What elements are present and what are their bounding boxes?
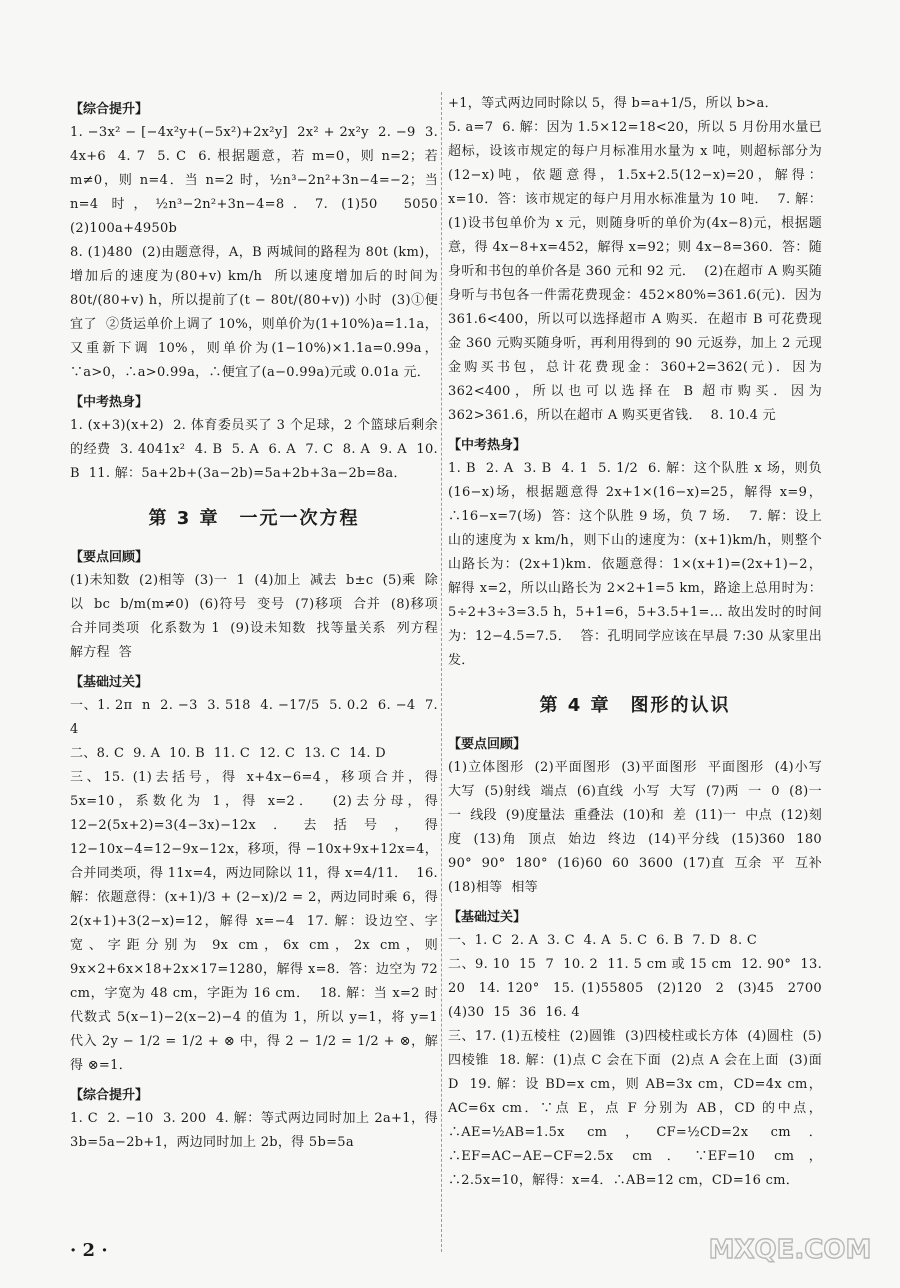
- section-heading: 【要点回顾】: [70, 550, 149, 565]
- page-number: · 2 ·: [70, 1240, 108, 1261]
- watermark-text: MXQE.COM: [708, 1235, 872, 1265]
- answer-paragraph: 1. −3x² − [−4x²y+(−5x²)+2x²y] 2x² + 2x²y 2. −9 3. 4x+6 4. 7 5. C 6. 根据题意，若 m=0，则 n=2；若 m≠0，则 n=4．当 n=2 时，½n³−2n²+3n−4=−2；当 n=4 时，½n³−2n²+3n−4=8．7. (1)50 5050 (2)100a+4950b: [70, 125, 447, 236]
- answer-paragraph: 1. (x+3)(x+2) 2. 体育委员买了 3 个足球，2 个篮球后剩余的经费 3. 4041x² 4. B 5. A 6. A 7. C 8. A 9. A 10. B 11. 解：5a+2b+(3a−2b)=5a+2b+3a−2b=8a．: [70, 418, 443, 481]
- answer-paragraph: 1. B 2. A 3. B 4. 1 5. 1/2 6. 解：这个队胜 x 场，则负(16−x)场，根据题意得 2x+1×(16−x)=25，解得 x=9，∴16−x=7(场) 答：这个队胜 9 场，负 7 场． 7. 解：设上山的速度为 x km/h，则下山的速度为：(x+1)km/h，则整个山路长为：(2x+1)km．依题意得：1×(x+1)=(2x+1)−2，解得 x=2，所以山路长为 2×2+1=5 km，路途上总用时为：5÷2+3÷3=3.5 h，5+1=6，5+3.5+1=… 故出发时的时间为：12−4.5=7.5． 答：孔明同学应该在早晨 7:30 从家里出发．: [448, 461, 822, 668]
- answer-paragraph: 一、1. 2π n 2. −3 3. 518 4. −17/5 5. 0.2 6. −4 7. 4 二、8. C 9. A 10. B 11. C 12. C 13. C 14. D 三、15. (1)去括号，得 x+4x−6=4，移项合并，得 5x=10，系数化为 1，得 x=2． (2)去分母，得 12−2(5x+2)=3(4−3x)−12x．去括号，得 12−10x−4=12−9x−12x，移项，得 −10x+9x+12x=4，合并同类项，得 11x=4，两边同除以 11，得 x=4/11． 16. 解：依题意得：(x+1)/3 + (2−x)/2 = 2，两边同时乘 6，得 2(x+1)+3(2−x)=12，解得 x=−4 17. 解：设边空、字宽、字距分别为 9x cm，6x cm，2x cm，则 9x×2+6x×18+2x×17=1280，解得 x=8．答：边空为 72 cm，字宽为 48 cm，字距为 16 cm． 18. 解：当 x=2 时代数式 5(x−1)−2(x−2)−4 的值为 1，所以 y=1，将 y=1 代入 2y − 1/2 = 1/2 + ⊗ 中，得 2 − 1/2 = 1/2 + ⊗，解得 ⊗=1．: [70, 698, 438, 1073]
- section-heading: 【基础过关】: [70, 675, 149, 690]
- chapter-title: 第 4 章 图形的认识: [539, 695, 731, 716]
- answer-paragraph: 5. a=7 6. 解：因为 1.5×12=18<20，所以 5 月份用水量已超标，设该市规定的每户月标准用水量为 x 吨，则超标部分为(12−x)吨，依题意得，1.5x+2.5(12−x)=20，解得：x=10．答：该市规定的每户月用水标准量为 10 吨． 7. 解：(1)设书包单价为 x 元，则随身听的单价为(4x−8)元，根据题意，得 4x−8+x=452，解得 x=92；则 4x−8=360．答：随身听和书包的单价各是 360 元和 92 元． (2)在超市 A 购买随身听与书包各一件需花费现金：452×80%=361.6(元)．因为 361.6<400，所以可以选择超市 A 购买．在超市 B 可花费现金 360 元购买随身听，再利用得到的 90 元返券，加上 2 元现金购买书包，总计花费现金：360+2=362(元)．因为 362<400，所以也可以选择在 B 超市购买．因为 362>361.6，所以在超市 A 购买更省钱． 8. 10.4 元: [448, 120, 827, 423]
- section-heading: 【中考热身】: [448, 438, 527, 453]
- answer-paragraph: +1，等式两边同时除以 5，得 b=a+1/5，所以 b>a．: [448, 96, 778, 111]
- section-heading: 【中考热身】: [70, 395, 149, 410]
- watermark-logo: [700, 1198, 880, 1278]
- section-heading: 【综合提升】: [70, 1088, 149, 1103]
- chapter-title: 第 3 章 一元一次方程: [148, 508, 360, 529]
- answer-paragraph: 1. C 2. −10 3. 200 4. 解：等式两边同时加上 2a+1，得 3b=5a−2b+1，两边同时加上 2b，得 5b=5a: [70, 1111, 443, 1150]
- answer-paragraph: 8. (1)480 (2)由题意得，A，B 两城间的路程为 80t (km)，增加后的速度为(80+v) km/h 所以速度增加后的时间为 80t/(80+v) h，所以提前了(t − 80t/(80+v)) 小时 (3)①便宜了 ②货运单价上调了 10%，则单价为(1+10%)a=1.1a，又重新下调 10%，则单价为(1−10%)×1.1a=0.99a，∵a>0，∴a>0.99a，∴便宜了(a−0.99a)元或 0.01a 元．: [70, 245, 443, 380]
- answer-paragraph: 一、1. C 2. A 3. C 4. A 5. C 6. B 7. D 8. C 二、9. 10 15 7 10. 2 11. 5 cm 或 15 cm 12. 90° 13. 20 14. 120° 15. (1)55805 (2)120 2 (3)45 2700 (4)30 15 36 16. 4 三、17. (1)五棱柱 (2)圆锥 (3)四棱柱或长方体 (4)圆柱 (5)四棱锥 18. 解：(1)点 C 会在下面 (2)点 A 会在上面 (3)面 D 19. 解：设 BD=x cm，则 AB=3x cm，CD=4x cm，AC=6x cm．∵点 E，点 F 分别为 AB，CD 的中点，∴AE=½AB=1.5x cm，CF=½CD=2x cm．∴EF=AC−AE−CF=2.5x cm．∵EF=10 cm，∴2.5x=10，解得：x=4．∴AB=12 cm，CD=16 cm．: [448, 933, 822, 1188]
- left-column: [70, 92, 447, 1155]
- column-divider: [441, 92, 442, 1252]
- answer-paragraph: (1)立体图形 (2)平面图形 (3)平面图形 平面图形 (4)小写 大写 (5)射线 端点 (6)直线 小写 大写 (7)两 一 0 (8)一 一 线段 (9)度量法 重叠法 (10)和 差 (11)一 中点 (12)刻度 (13)角 顶点 始边 终边 (14)平分线 (15)360 180 90° 90° 180° (16)60 60 3600 (17)直 互余 平 互补 (18)相等 相等: [448, 760, 831, 895]
- answer-paragraph: (1)未知数 (2)相等 (3)一 1 (4)加上 减去 b±c (5)乘 除以 bc b/m(m≠0) (6)符号 变号 (7)移项 合并 (8)移项 合并同类项 化系数为 1 (9)设未知数 找等量关系 列方程 解方程 答: [70, 573, 447, 660]
- section-heading: 【基础过关】: [448, 910, 527, 925]
- right-column: [448, 92, 831, 1193]
- section-heading: 【要点回顾】: [448, 737, 527, 752]
- section-heading: 【综合提升】: [70, 102, 149, 117]
